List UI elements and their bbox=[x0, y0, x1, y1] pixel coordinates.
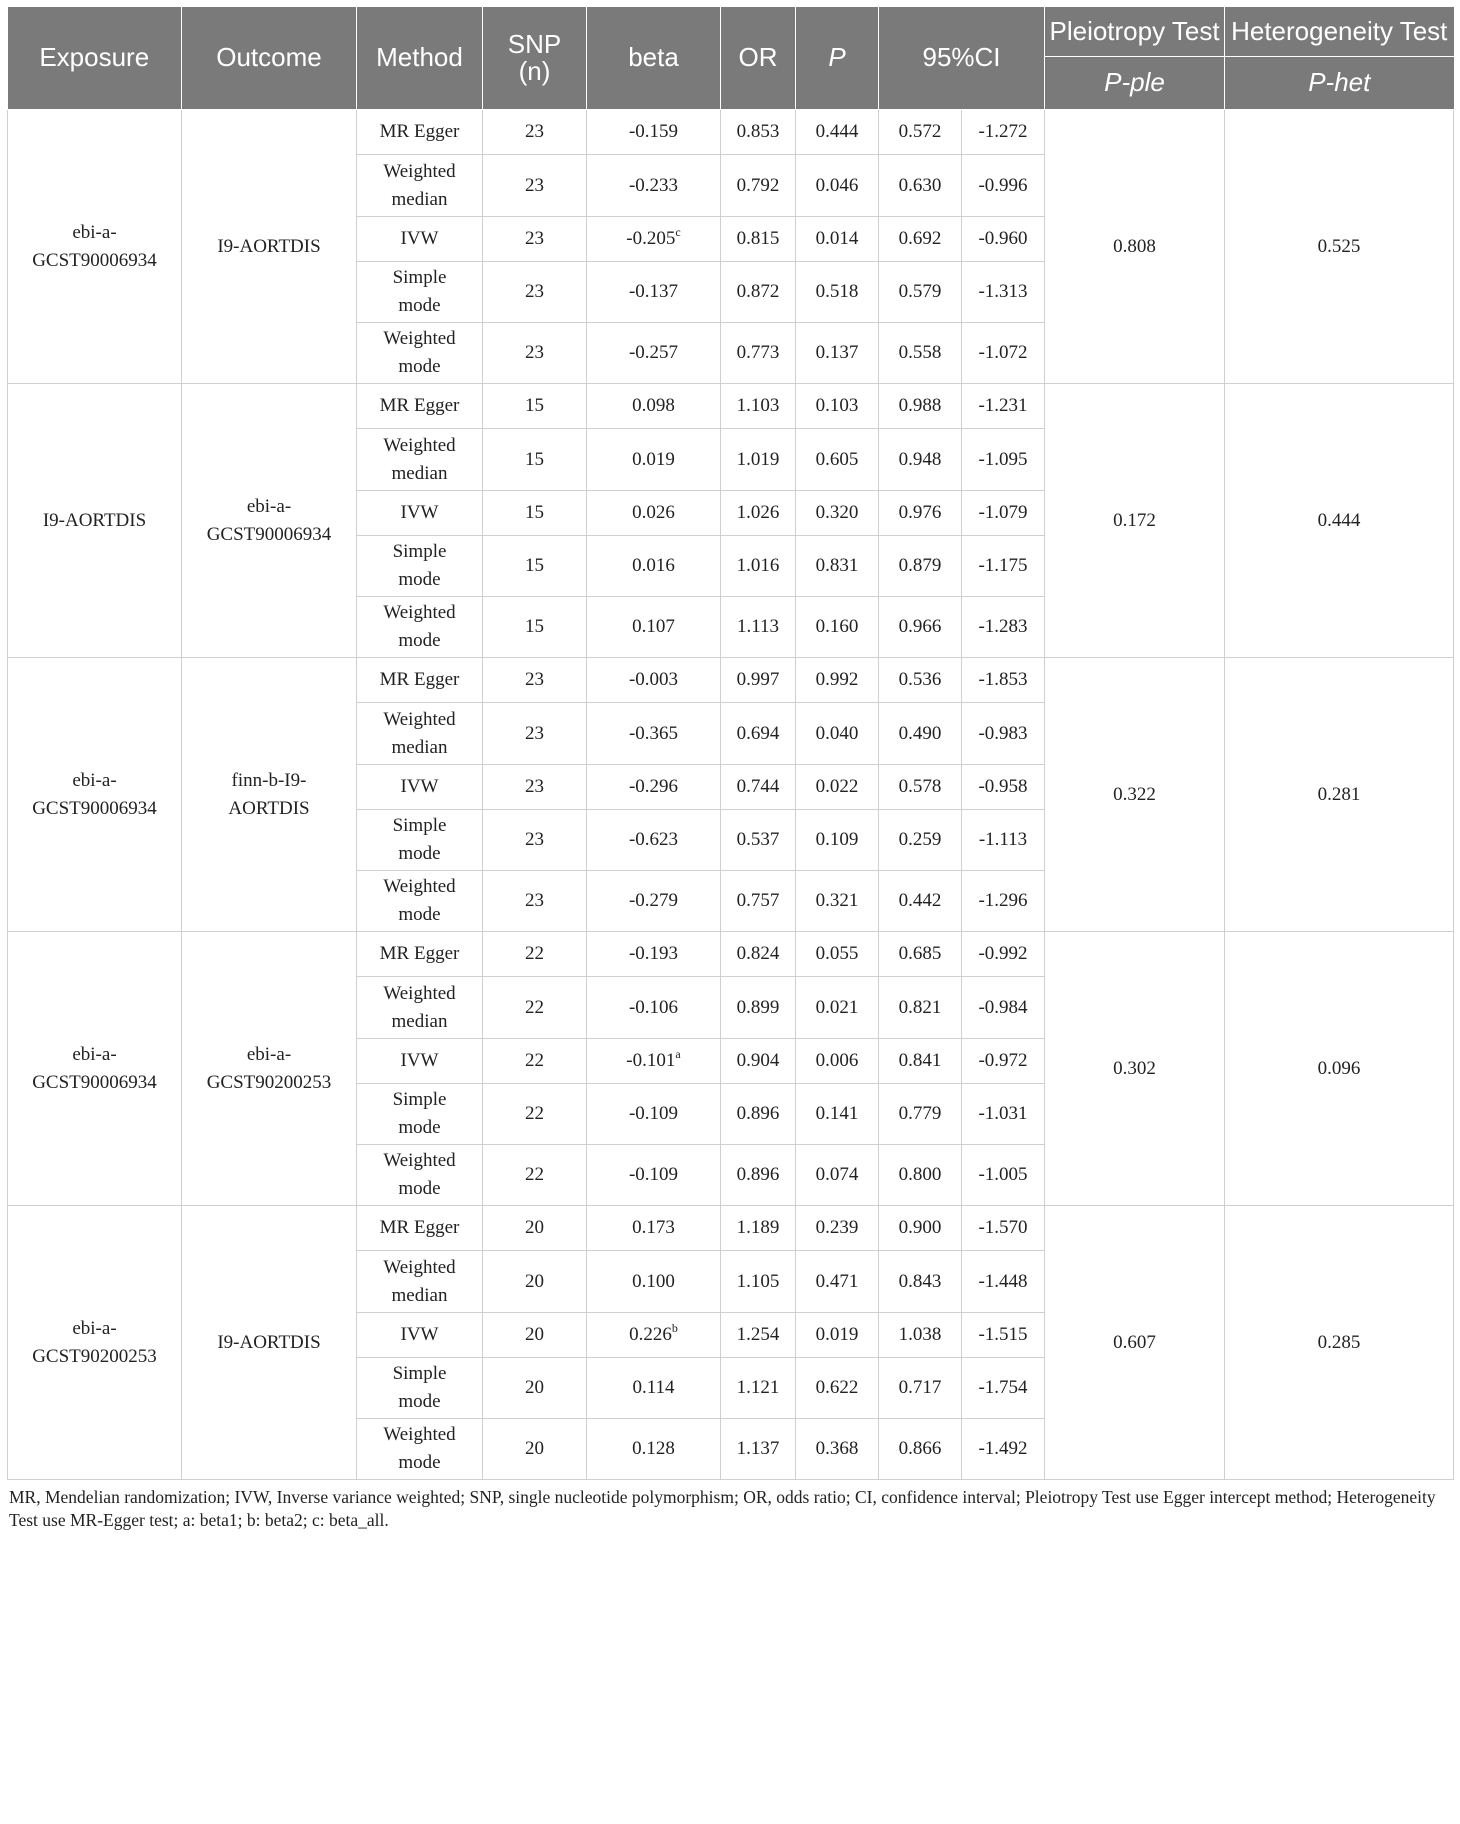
snp-cell: 23 bbox=[483, 871, 587, 932]
p-het-cell: 0.285 bbox=[1225, 1206, 1454, 1480]
ci-low-cell: 0.900 bbox=[879, 1206, 962, 1251]
ci-low-cell: 0.841 bbox=[879, 1039, 962, 1084]
ci-high-cell: -1.515 bbox=[962, 1313, 1045, 1358]
beta-value: 0.098 bbox=[632, 395, 675, 417]
snp-cell: 22 bbox=[483, 1039, 587, 1084]
header-heterogeneity-test: Heterogeneity Test bbox=[1225, 7, 1454, 57]
p-cell: 0.321 bbox=[796, 871, 879, 932]
beta-cell bbox=[587, 1251, 721, 1313]
header-exposure: Exposure bbox=[8, 7, 182, 110]
exposure-cell: ebi-a-GCST90006934 bbox=[8, 110, 182, 384]
beta-value: 0.026 bbox=[632, 502, 675, 524]
method-cell: Simple mode bbox=[357, 1358, 483, 1419]
beta-cell bbox=[587, 323, 721, 384]
table-header bbox=[8, 7, 1454, 110]
beta-cell bbox=[587, 977, 721, 1039]
beta-cell bbox=[587, 217, 721, 262]
p-het-cell: 0.096 bbox=[1225, 932, 1454, 1206]
beta-value: -0.159 bbox=[628, 121, 679, 143]
method-cell: IVW bbox=[357, 1039, 483, 1084]
beta-value: -0.279 bbox=[628, 890, 679, 912]
p-cell: 0.622 bbox=[796, 1358, 879, 1419]
snp-cell: 22 bbox=[483, 932, 587, 977]
beta-footnote-marker: b bbox=[671, 1320, 678, 1335]
ci-low-cell: 0.558 bbox=[879, 323, 962, 384]
snp-cell: 20 bbox=[483, 1313, 587, 1358]
method-cell: IVW bbox=[357, 491, 483, 536]
snp-cell: 23 bbox=[483, 810, 587, 871]
p-ple-cell: 0.607 bbox=[1045, 1206, 1225, 1480]
ci-low-cell: 0.843 bbox=[879, 1251, 962, 1313]
beta-cell bbox=[587, 1039, 721, 1084]
beta-cell bbox=[587, 871, 721, 932]
p-cell: 0.022 bbox=[796, 765, 879, 810]
method-cell: Simple mode bbox=[357, 536, 483, 597]
p-ple-cell: 0.808 bbox=[1045, 110, 1225, 384]
method-cell: Weighted median bbox=[357, 977, 483, 1039]
ci-high-cell: -1.296 bbox=[962, 871, 1045, 932]
beta-value: 0.016 bbox=[632, 555, 675, 577]
ci-low-cell: 0.536 bbox=[879, 658, 962, 703]
method-cell: Weighted mode bbox=[357, 871, 483, 932]
snp-cell: 23 bbox=[483, 110, 587, 155]
outcome-cell: I9-AORTDIS bbox=[182, 1206, 357, 1480]
or-cell: 0.694 bbox=[721, 703, 796, 765]
table-footnote: MR, Mendelian randomization; IVW, Inverse variance weighted; SNP, single nucleotide polymorphism; OR, odds ratio; CI, confidence interval; Pleiotropy Test use Egger intercept method; Heterogeneity Test use MR-Egger test; a: beta1; b: beta2; c: beta_all. bbox=[9, 1487, 1436, 1530]
p-cell: 0.518 bbox=[796, 262, 879, 323]
p-cell: 0.137 bbox=[796, 323, 879, 384]
or-cell: 0.744 bbox=[721, 765, 796, 810]
outcome-cell: ebi-a-GCST90006934 bbox=[182, 384, 357, 658]
ci-high-cell: -1.095 bbox=[962, 429, 1045, 491]
p-cell: 0.103 bbox=[796, 384, 879, 429]
exposure-cell: ebi-a-GCST90006934 bbox=[8, 658, 182, 932]
beta-value: 0.100 bbox=[632, 1270, 675, 1292]
snp-cell: 20 bbox=[483, 1419, 587, 1480]
or-cell: 0.896 bbox=[721, 1084, 796, 1145]
beta-cell bbox=[587, 703, 721, 765]
or-cell: 0.792 bbox=[721, 155, 796, 217]
ci-low-cell: 0.976 bbox=[879, 491, 962, 536]
beta-value: 0.173 bbox=[632, 1217, 675, 1239]
p-cell: 0.109 bbox=[796, 810, 879, 871]
method-cell: Weighted median bbox=[357, 1251, 483, 1313]
ci-high-cell: -1.283 bbox=[962, 597, 1045, 658]
beta-value: -0.365 bbox=[628, 722, 679, 744]
beta-cell bbox=[587, 262, 721, 323]
ci-low-cell: 0.442 bbox=[879, 871, 962, 932]
snp-cell: 23 bbox=[483, 323, 587, 384]
ci-low-cell: 0.988 bbox=[879, 384, 962, 429]
method-cell: MR Egger bbox=[357, 110, 483, 155]
method-cell: Weighted median bbox=[357, 155, 483, 217]
beta-cell bbox=[587, 597, 721, 658]
snp-cell: 23 bbox=[483, 703, 587, 765]
or-cell: 0.537 bbox=[721, 810, 796, 871]
beta-cell bbox=[587, 658, 721, 703]
ci-high-cell: -0.992 bbox=[962, 932, 1045, 977]
method-cell: Weighted mode bbox=[357, 1419, 483, 1480]
ci-high-cell: -1.031 bbox=[962, 1084, 1045, 1145]
header-ci: 95%CI bbox=[879, 7, 1045, 110]
beta-value: -0.193 bbox=[628, 943, 679, 965]
snp-cell: 20 bbox=[483, 1358, 587, 1419]
beta-cell bbox=[587, 1419, 721, 1480]
method-cell: Weighted mode bbox=[357, 597, 483, 658]
or-cell: 1.137 bbox=[721, 1419, 796, 1480]
or-cell: 0.899 bbox=[721, 977, 796, 1039]
ci-low-cell: 0.579 bbox=[879, 262, 962, 323]
ci-high-cell: -1.079 bbox=[962, 491, 1045, 536]
ci-high-cell: -1.754 bbox=[962, 1358, 1045, 1419]
ci-low-cell: 0.948 bbox=[879, 429, 962, 491]
table-row bbox=[8, 1206, 1454, 1251]
header-beta: beta bbox=[587, 7, 721, 110]
or-cell: 0.997 bbox=[721, 658, 796, 703]
method-cell: MR Egger bbox=[357, 384, 483, 429]
method-cell: Weighted mode bbox=[357, 323, 483, 384]
beta-cell bbox=[587, 1313, 721, 1358]
beta-cell bbox=[587, 429, 721, 491]
p-cell: 0.992 bbox=[796, 658, 879, 703]
method-cell: IVW bbox=[357, 217, 483, 262]
beta-cell bbox=[587, 810, 721, 871]
beta-value: -0.233 bbox=[628, 174, 679, 196]
beta-cell bbox=[587, 110, 721, 155]
or-cell: 1.254 bbox=[721, 1313, 796, 1358]
or-cell: 0.853 bbox=[721, 110, 796, 155]
snp-cell: 15 bbox=[483, 491, 587, 536]
method-cell: Simple mode bbox=[357, 810, 483, 871]
ci-high-cell: -1.272 bbox=[962, 110, 1045, 155]
method-cell: Simple mode bbox=[357, 1084, 483, 1145]
or-cell: 0.773 bbox=[721, 323, 796, 384]
or-cell: 1.189 bbox=[721, 1206, 796, 1251]
ci-high-cell: -1.005 bbox=[962, 1145, 1045, 1206]
beta-value: -0.109 bbox=[628, 1103, 679, 1125]
beta-value: -0.296 bbox=[628, 776, 679, 798]
snp-cell: 22 bbox=[483, 1145, 587, 1206]
ci-low-cell: 0.879 bbox=[879, 536, 962, 597]
p-het-cell: 0.444 bbox=[1225, 384, 1454, 658]
ci-high-cell: -0.972 bbox=[962, 1039, 1045, 1084]
ci-high-cell: -1.175 bbox=[962, 536, 1045, 597]
method-cell: MR Egger bbox=[357, 932, 483, 977]
beta-cell bbox=[587, 384, 721, 429]
beta-value: 0.226 bbox=[629, 1324, 672, 1346]
ci-low-cell: 0.800 bbox=[879, 1145, 962, 1206]
beta-value: -0.623 bbox=[628, 829, 679, 851]
p-cell: 0.368 bbox=[796, 1419, 879, 1480]
header-snp: SNP (n) bbox=[483, 7, 587, 110]
ci-low-cell: 0.692 bbox=[879, 217, 962, 262]
beta-value: -0.003 bbox=[628, 669, 679, 691]
table-row bbox=[8, 384, 1454, 429]
beta-value: -0.257 bbox=[628, 342, 679, 364]
method-cell: Weighted median bbox=[357, 703, 483, 765]
ci-low-cell: 0.578 bbox=[879, 765, 962, 810]
snp-cell: 15 bbox=[483, 597, 587, 658]
snp-cell: 20 bbox=[483, 1251, 587, 1313]
beta-footnote-marker: c bbox=[675, 224, 681, 239]
p-cell: 0.320 bbox=[796, 491, 879, 536]
snp-cell: 23 bbox=[483, 155, 587, 217]
exposure-cell: ebi-a-GCST90200253 bbox=[8, 1206, 182, 1480]
or-cell: 0.896 bbox=[721, 1145, 796, 1206]
ci-low-cell: 0.490 bbox=[879, 703, 962, 765]
ci-low-cell: 0.630 bbox=[879, 155, 962, 217]
or-cell: 0.757 bbox=[721, 871, 796, 932]
p-ple-cell: 0.172 bbox=[1045, 384, 1225, 658]
ci-high-cell: -0.960 bbox=[962, 217, 1045, 262]
outcome-cell: finn-b-I9-AORTDIS bbox=[182, 658, 357, 932]
beta-cell bbox=[587, 491, 721, 536]
beta-value: -0.106 bbox=[628, 996, 679, 1018]
outcome-cell: I9-AORTDIS bbox=[182, 110, 357, 384]
p-ple-cell: 0.322 bbox=[1045, 658, 1225, 932]
ci-high-cell: -1.570 bbox=[962, 1206, 1045, 1251]
ci-low-cell: 0.572 bbox=[879, 110, 962, 155]
or-cell: 1.026 bbox=[721, 491, 796, 536]
or-cell: 0.815 bbox=[721, 217, 796, 262]
beta-value: -0.101 bbox=[626, 1050, 676, 1072]
beta-value: 0.107 bbox=[632, 616, 675, 638]
p-cell: 0.239 bbox=[796, 1206, 879, 1251]
method-cell: IVW bbox=[357, 765, 483, 810]
ci-low-cell: 0.866 bbox=[879, 1419, 962, 1480]
header-outcome: Outcome bbox=[182, 7, 357, 110]
or-cell: 0.872 bbox=[721, 262, 796, 323]
ci-low-cell: 0.821 bbox=[879, 977, 962, 1039]
ci-low-cell: 0.685 bbox=[879, 932, 962, 977]
table-row bbox=[8, 932, 1454, 977]
snp-cell: 23 bbox=[483, 262, 587, 323]
p-ple-cell: 0.302 bbox=[1045, 932, 1225, 1206]
beta-value: 0.114 bbox=[632, 1377, 675, 1399]
snp-cell: 15 bbox=[483, 384, 587, 429]
p-cell: 0.605 bbox=[796, 429, 879, 491]
or-cell: 1.019 bbox=[721, 429, 796, 491]
or-cell: 0.824 bbox=[721, 932, 796, 977]
method-cell: Weighted mode bbox=[357, 1145, 483, 1206]
header-pleiotropy-test: Pleiotropy Test bbox=[1045, 7, 1225, 57]
or-cell: 1.113 bbox=[721, 597, 796, 658]
or-cell: 0.904 bbox=[721, 1039, 796, 1084]
p-het-cell: 0.525 bbox=[1225, 110, 1454, 384]
p-cell: 0.471 bbox=[796, 1251, 879, 1313]
or-cell: 1.121 bbox=[721, 1358, 796, 1419]
method-cell: MR Egger bbox=[357, 1206, 483, 1251]
snp-cell: 20 bbox=[483, 1206, 587, 1251]
ci-low-cell: 0.966 bbox=[879, 597, 962, 658]
p-cell: 0.831 bbox=[796, 536, 879, 597]
beta-cell bbox=[587, 1358, 721, 1419]
beta-value: 0.019 bbox=[632, 448, 675, 470]
header-p-het: P-het bbox=[1225, 57, 1454, 110]
header-p-ple: P-ple bbox=[1045, 57, 1225, 110]
ci-high-cell: -1.072 bbox=[962, 323, 1045, 384]
ci-high-cell: -1.448 bbox=[962, 1251, 1045, 1313]
or-cell: 1.105 bbox=[721, 1251, 796, 1313]
ci-high-cell: -0.958 bbox=[962, 765, 1045, 810]
p-cell: 0.019 bbox=[796, 1313, 879, 1358]
table-row bbox=[8, 658, 1454, 703]
ci-low-cell: 0.717 bbox=[879, 1358, 962, 1419]
beta-cell bbox=[587, 155, 721, 217]
snp-cell: 15 bbox=[483, 536, 587, 597]
ci-high-cell: -1.313 bbox=[962, 262, 1045, 323]
p-cell: 0.160 bbox=[796, 597, 879, 658]
exposure-cell: I9-AORTDIS bbox=[8, 384, 182, 658]
beta-footnote-marker: a bbox=[675, 1046, 681, 1061]
exposure-cell: ebi-a-GCST90006934 bbox=[8, 932, 182, 1206]
beta-value: 0.128 bbox=[632, 1438, 675, 1460]
ci-high-cell: -0.983 bbox=[962, 703, 1045, 765]
outcome-cell: ebi-a-GCST90200253 bbox=[182, 932, 357, 1206]
snp-cell: 23 bbox=[483, 765, 587, 810]
beta-cell bbox=[587, 1145, 721, 1206]
method-cell: Weighted median bbox=[357, 429, 483, 491]
p-cell: 0.040 bbox=[796, 703, 879, 765]
beta-cell bbox=[587, 536, 721, 597]
beta-cell bbox=[587, 1206, 721, 1251]
beta-value: -0.109 bbox=[628, 1164, 679, 1186]
method-cell: MR Egger bbox=[357, 658, 483, 703]
header-p: P bbox=[796, 7, 879, 110]
beta-cell bbox=[587, 1084, 721, 1145]
snp-cell: 15 bbox=[483, 429, 587, 491]
p-cell: 0.046 bbox=[796, 155, 879, 217]
or-cell: 1.103 bbox=[721, 384, 796, 429]
ci-high-cell: -0.984 bbox=[962, 977, 1045, 1039]
header-method: Method bbox=[357, 7, 483, 110]
p-cell: 0.074 bbox=[796, 1145, 879, 1206]
table-body bbox=[8, 110, 1454, 1480]
snp-cell: 23 bbox=[483, 658, 587, 703]
beta-value: -0.137 bbox=[628, 281, 679, 303]
p-cell: 0.014 bbox=[796, 217, 879, 262]
beta-value: -0.205 bbox=[626, 228, 676, 250]
snp-cell: 23 bbox=[483, 217, 587, 262]
ci-high-cell: -1.113 bbox=[962, 810, 1045, 871]
header-or: OR bbox=[721, 7, 796, 110]
ci-high-cell: -1.231 bbox=[962, 384, 1045, 429]
ci-high-cell: -0.996 bbox=[962, 155, 1045, 217]
p-het-cell: 0.281 bbox=[1225, 658, 1454, 932]
mr-results-table bbox=[7, 7, 1454, 1480]
p-cell: 0.141 bbox=[796, 1084, 879, 1145]
p-cell: 0.006 bbox=[796, 1039, 879, 1084]
or-cell: 1.016 bbox=[721, 536, 796, 597]
beta-cell bbox=[587, 765, 721, 810]
p-cell: 0.444 bbox=[796, 110, 879, 155]
snp-cell: 22 bbox=[483, 977, 587, 1039]
method-cell: IVW bbox=[357, 1313, 483, 1358]
results-table-container bbox=[7, 7, 1453, 1532]
ci-low-cell: 0.779 bbox=[879, 1084, 962, 1145]
ci-low-cell: 1.038 bbox=[879, 1313, 962, 1358]
method-cell: Simple mode bbox=[357, 262, 483, 323]
ci-high-cell: -1.492 bbox=[962, 1419, 1045, 1480]
table-row bbox=[8, 110, 1454, 155]
ci-high-cell: -1.853 bbox=[962, 658, 1045, 703]
p-cell: 0.055 bbox=[796, 932, 879, 977]
ci-low-cell: 0.259 bbox=[879, 810, 962, 871]
beta-cell bbox=[587, 932, 721, 977]
p-cell: 0.021 bbox=[796, 977, 879, 1039]
snp-cell: 22 bbox=[483, 1084, 587, 1145]
